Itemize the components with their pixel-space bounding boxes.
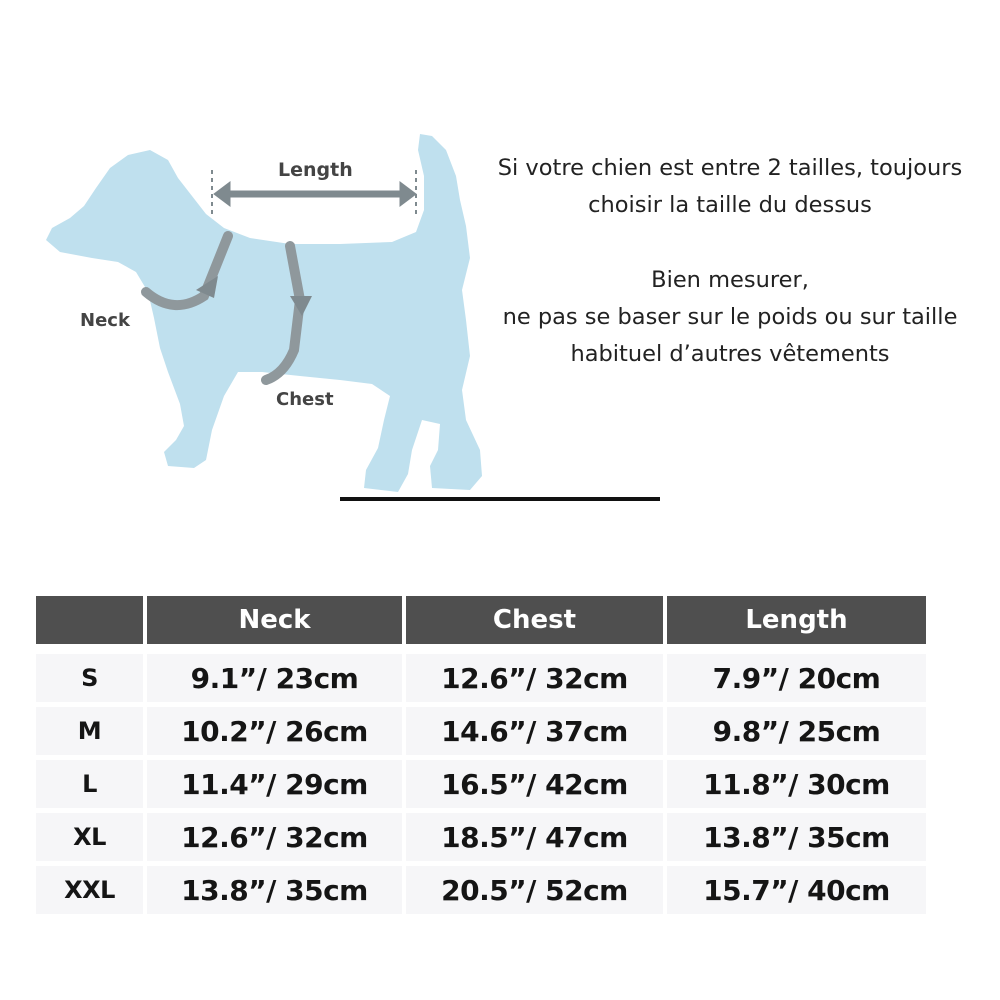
size-cell: L — [36, 760, 143, 808]
neck-cell: 10.2”/ 26cm — [147, 707, 402, 755]
table-row — [36, 813, 926, 861]
table-row — [36, 707, 926, 755]
length-cell: 11.8”/ 30cm — [667, 760, 926, 808]
table-row — [36, 760, 926, 808]
sizing-advice — [470, 150, 990, 373]
advice-line-3: Bien mesurer, — [651, 267, 809, 293]
header-cell-length: Length — [667, 596, 926, 644]
table-header-row — [36, 596, 926, 644]
chest-label: Chest — [276, 389, 334, 410]
chest-cell: 20.5”/ 52cm — [406, 866, 663, 914]
chest-cell: 14.6”/ 37cm — [406, 707, 663, 755]
neck-cell: 11.4”/ 29cm — [147, 760, 402, 808]
length-cell: 9.8”/ 25cm — [667, 707, 926, 755]
neck-cell: 9.1”/ 23cm — [147, 654, 402, 702]
length-cell: 7.9”/ 20cm — [667, 654, 926, 702]
header-cell-size — [36, 596, 143, 644]
advice-line-5: habituel d’autres vêtements — [570, 341, 890, 367]
neck-cell: 13.8”/ 35cm — [147, 866, 402, 914]
header-cell-neck: Neck — [147, 596, 402, 644]
length-label: Length — [278, 159, 353, 181]
chest-cell: 18.5”/ 47cm — [406, 813, 663, 861]
chest-cell: 16.5”/ 42cm — [406, 760, 663, 808]
size-cell: S — [36, 654, 143, 702]
neck-cell: 12.6”/ 32cm — [147, 813, 402, 861]
divider-line — [340, 497, 660, 501]
header-cell-chest: Chest — [406, 596, 663, 644]
size-cell: M — [36, 707, 143, 755]
length-cell: 15.7”/ 40cm — [667, 866, 926, 914]
neck-label: Neck — [80, 310, 130, 331]
size-cell: XXL — [36, 866, 143, 914]
advice-line-1: Si votre chien est entre 2 tailles, toujours — [497, 155, 963, 181]
length-cell: 13.8”/ 35cm — [667, 813, 926, 861]
advice-line-2: choisir la taille du dessus — [588, 192, 872, 218]
advice-line-4: ne pas se baser sur le poids ou sur taille — [502, 304, 958, 330]
table-row — [36, 866, 926, 914]
table-row — [36, 654, 926, 702]
size-cell: XL — [36, 813, 143, 861]
chest-cell: 12.6”/ 32cm — [406, 654, 663, 702]
